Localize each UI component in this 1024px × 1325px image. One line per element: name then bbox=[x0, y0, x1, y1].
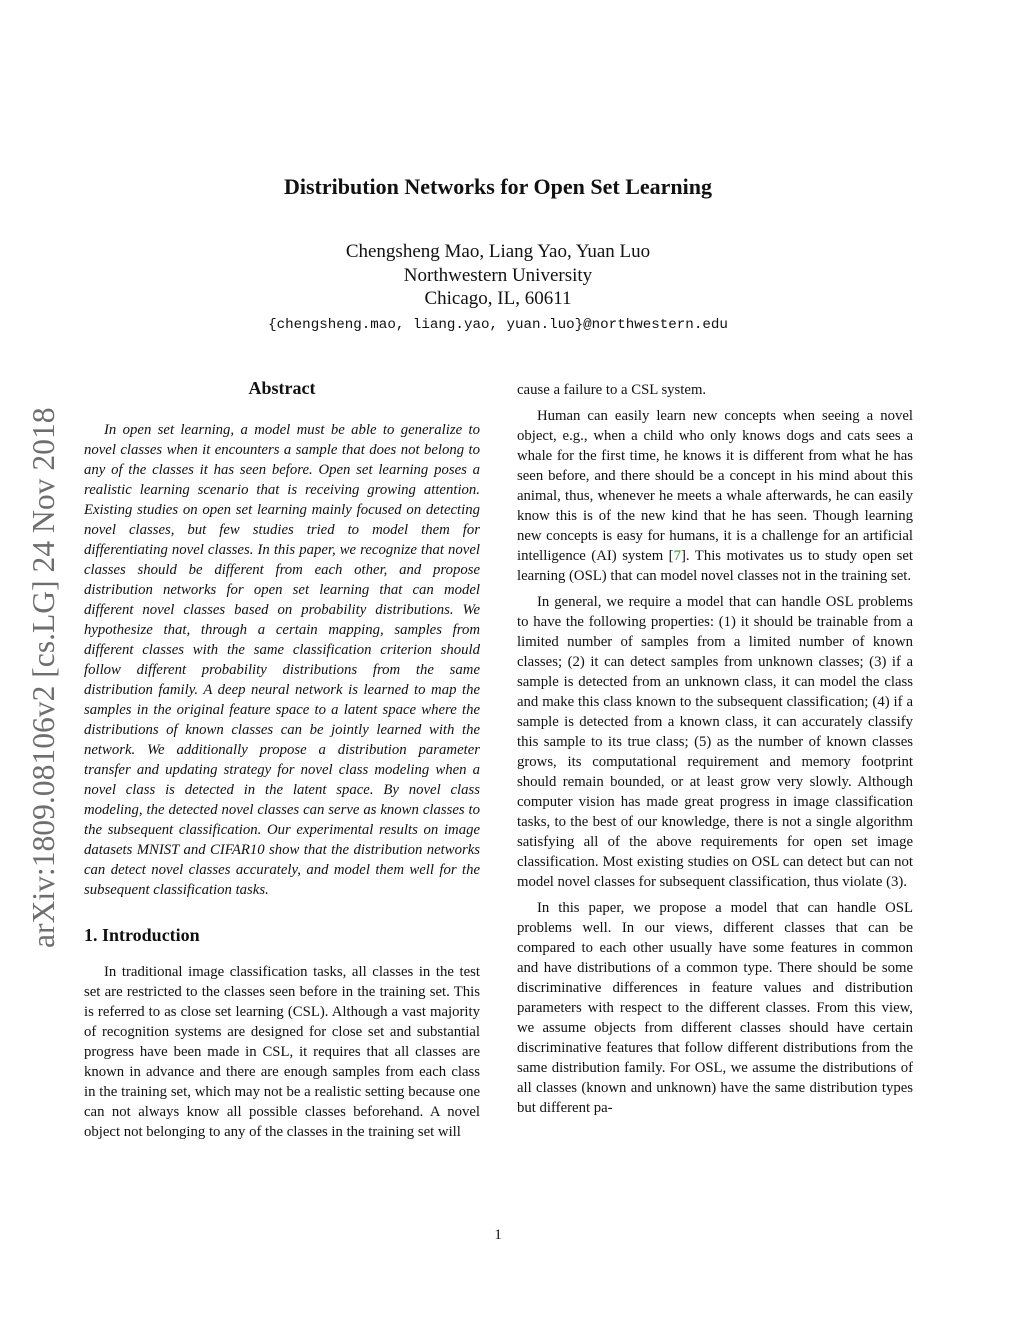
left-column bbox=[84, 376, 480, 1148]
author-block bbox=[0, 240, 996, 311]
author-location: Chicago, IL, 60611 bbox=[424, 288, 572, 309]
intro-paragraph-2-text-a: Human can easily learn new concepts when seeing a novel object, e.g., when a child who only knows dogs and cats sees a whale for the first time, he knows it is different from what he has seen before, and there should be a concept in his mind about this animal, thus, whenever he meets a whale afterwards, he can easily know this is of the new kind that he has seen. Though learning new concepts is easy for humans, it is a challenge for an artificial intelligence (AI) system [ bbox=[517, 408, 913, 564]
intro-paragraph-3: In general, we require a model that can handle OSL problems to have the following properties: (1) it should be trainable from a limited number of samples from a limited number of known classes; (2) it can detect samples from unknown classes; (3) if a sample is detected from an unknown class, it can model the class and make this class known to the subsequent classification; (4) if a sample is detected from a known class, it can accurately classify this sample to its true class; (5) as the number of known classes grows, its computational requirement and memory footprint should remain bounded, or at least grow very slowly. Although computer vision has made great progress in image classification tasks, to the best of our knowledge, there is not a single algorithm satisfying all of the above requirements for open set image classification. Most existing studies on OSL can detect but can not model novel classes for subsequent classification, thus violate (3). bbox=[517, 594, 913, 890]
abstract-heading: Abstract bbox=[248, 378, 316, 398]
right-column bbox=[517, 380, 913, 1124]
intro-paragraph-1-continued: cause a failure to a CSL system. bbox=[517, 382, 707, 398]
intro-paragraph-2-text-b: ]. This motivates us to study open set learning (OSL) that can model novel classes not in the training set. bbox=[517, 548, 914, 584]
author-affiliation: Northwestern University bbox=[403, 264, 593, 286]
intro-paragraph-1: In traditional image classification tasks, all classes in the test set are restricted to the classes seen before in the training set. This is referred to as close set learning (CSL). Although a vast majority of recognition systems are designed for close set and substantial progress have been made in CSL, it requires that all classes are known in advance and there are enough samples from each class in the training set, which may not be a realistic setting because one can not always know all possible classes beforehand. A novel object not belonging to any of the classes in the training set will bbox=[84, 964, 480, 1140]
arxiv-sidebar bbox=[24, 348, 72, 948]
citation-link[interactable]: 7 bbox=[673, 548, 681, 564]
page-number: 1 bbox=[494, 1227, 502, 1243]
intro-paragraph-4: In this paper, we propose a model that can handle OSL problems well. In our views, different classes that can be compared to each other usually have some features in common and have distributions of a common type. There should be some discriminative differences in feature values and distribution parameters with respect to the different classes. From this view, we assume objects from different classes should have certain discriminative features that follow different distributions from the same distribution family. For OSL, we assume the distributions of all classes (known and unknown) have the same distribution types but different pa- bbox=[517, 900, 913, 1116]
author-email: {chengsheng.mao, liang.yao, yuan.luo}@northwestern.edu bbox=[268, 317, 728, 333]
introduction-heading: 1. Introduction bbox=[84, 925, 200, 945]
intro-paragraph-2 bbox=[517, 406, 913, 586]
arxiv-identifier: arXiv:1809.08106v2 [cs.LG] 24 Nov 2018 bbox=[26, 407, 61, 948]
author-names: Chengsheng Mao, Liang Yao, Yuan Luo bbox=[345, 241, 651, 262]
abstract-text: In open set learning, a model must be able to generalize to novel classes when it encounters a sample that does not belong to any of the classes it has seen before. Open set learning poses a realistic learning scenario that is receiving growing attention. Existing studies on open set learning mainly focused on detecting novel classes, but few studies tried to model them for differentiating novel classes. In this paper, we recognize that novel classes should be different from each other, and propose distribution networks for open set learning that can model different novel classes based on probability distributions. We hypothesize that, through a certain mapping, samples from different classes with the same classification criterion should follow different probability distributions from the same distribution family. A deep neural network is learned to map the samples in the original feature space to a latent space where the distributions of known classes can be jointly learned with the network. We additionally propose a distribution parameter transfer and updating strategy for novel class modeling when a novel class is detected in the latent space. By novel class modeling, the detected novel classes can serve as known classes to the subsequent classification. Our experimental results on image datasets MNIST and CIFAR10 show that the distribution networks can detect novel classes accurately, and model them well for the subsequent classification tasks. bbox=[84, 422, 480, 898]
paper-title: Distribution Networks for Open Set Learning bbox=[284, 174, 712, 199]
